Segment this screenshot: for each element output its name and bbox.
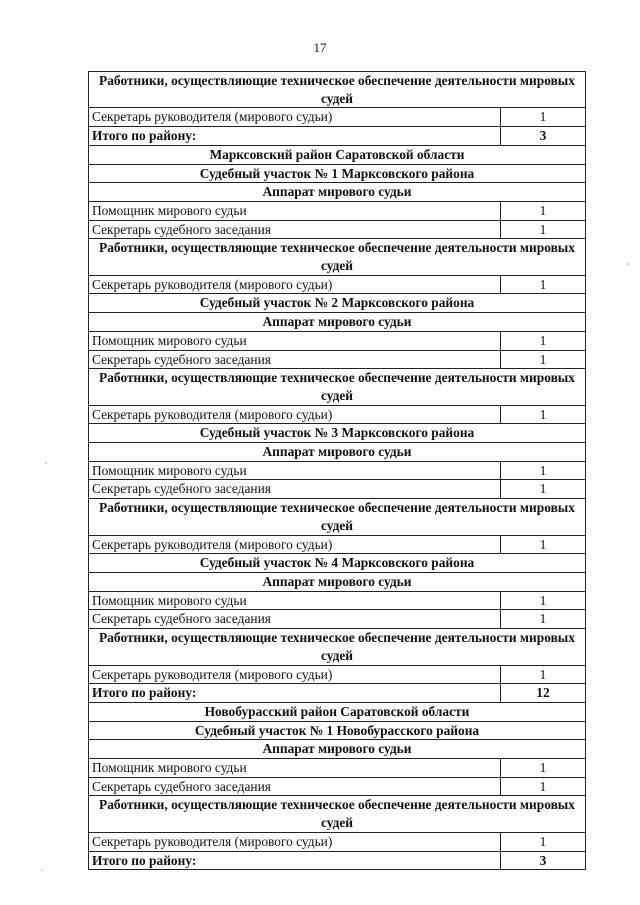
total-label: Итого по району: xyxy=(89,684,501,703)
position-count: 1 xyxy=(501,220,586,239)
total-label: Итого по району: xyxy=(89,127,501,146)
section-header: Судебный участок № 3 Марксовского района xyxy=(89,424,586,443)
position-label: Помощник мирового судьи xyxy=(89,201,501,220)
position-count: 1 xyxy=(501,591,586,610)
position-label: Секретарь судебного заседания xyxy=(89,610,501,629)
scan-speck xyxy=(41,869,42,870)
position-count: 1 xyxy=(501,461,586,480)
section-header: Работники, осуществляющие техническое обеспечение деятельности мировых судей xyxy=(89,629,586,665)
position-count: 1 xyxy=(501,275,586,294)
position-label: Помощник мирового судьи xyxy=(89,461,501,480)
position-label: Секретарь судебного заседания xyxy=(89,350,501,369)
position-label: Помощник мирового судьи xyxy=(89,591,501,610)
position-label: Секретарь руководителя (мирового судьи) xyxy=(89,832,501,851)
section-header: Новобурасский район Саратовской области xyxy=(89,702,586,721)
section-header: Судебный участок № 2 Марксовского района xyxy=(89,294,586,313)
scan-speck xyxy=(45,462,47,464)
section-header: Работники, осуществляющие техническое обеспечение деятельности мировых судей xyxy=(89,796,586,832)
total-value: 3 xyxy=(501,127,586,146)
page-number: 17 xyxy=(313,40,327,55)
section-header: Работники, осуществляющие техническое обеспечение деятельности мировых судей xyxy=(89,239,586,275)
position-label: Секретарь руководителя (мирового судьи) xyxy=(89,108,501,127)
section-header: Аппарат мирового судьи xyxy=(89,443,586,462)
total-label: Итого по району: xyxy=(89,851,501,870)
total-value: 3 xyxy=(501,851,586,870)
position-label: Секретарь руководителя (мирового судьи) xyxy=(89,665,501,684)
position-label: Секретарь судебного заседания xyxy=(89,220,501,239)
position-count: 1 xyxy=(501,480,586,499)
section-header: Судебный участок № 1 Новобурасского района xyxy=(89,721,586,740)
section-header: Марксовский район Саратовской области xyxy=(89,145,586,164)
position-count: 1 xyxy=(501,405,586,424)
section-header: Судебный участок № 1 Марксовского района xyxy=(89,164,586,183)
total-value: 12 xyxy=(501,684,586,703)
position-count: 1 xyxy=(501,610,586,629)
position-label: Секретарь судебного заседания xyxy=(89,777,501,796)
position-count: 1 xyxy=(501,108,586,127)
position-count: 1 xyxy=(501,777,586,796)
position-label: Секретарь руководителя (мирового судьи) xyxy=(89,405,501,424)
position-count: 1 xyxy=(501,201,586,220)
position-count: 1 xyxy=(501,759,586,778)
scan-speck xyxy=(627,263,629,265)
section-header: Работники, осуществляющие техническое обеспечение деятельности мировых судей xyxy=(89,72,586,108)
section-header: Работники, осуществляющие техническое обеспечение деятельности мировых судей xyxy=(89,369,586,405)
position-label: Секретарь руководителя (мирового судьи) xyxy=(89,275,501,294)
position-label: Помощник мирового судьи xyxy=(89,331,501,350)
position-label: Помощник мирового судьи xyxy=(89,759,501,778)
section-header: Аппарат мирового судьи xyxy=(89,183,586,202)
section-header: Аппарат мирового судьи xyxy=(89,313,586,332)
position-count: 1 xyxy=(501,535,586,554)
position-count: 1 xyxy=(501,665,586,684)
position-label: Секретарь руководителя (мирового судьи) xyxy=(89,535,501,554)
section-header: Аппарат мирового судьи xyxy=(89,740,586,759)
position-count: 1 xyxy=(501,350,586,369)
position-count: 1 xyxy=(501,832,586,851)
section-header: Аппарат мирового судьи xyxy=(89,572,586,591)
section-header: Работники, осуществляющие техническое обеспечение деятельности мировых судей xyxy=(89,499,586,535)
position-count: 1 xyxy=(501,331,586,350)
section-header: Судебный участок № 4 Марксовского района xyxy=(89,554,586,573)
position-label: Секретарь судебного заседания xyxy=(89,480,501,499)
